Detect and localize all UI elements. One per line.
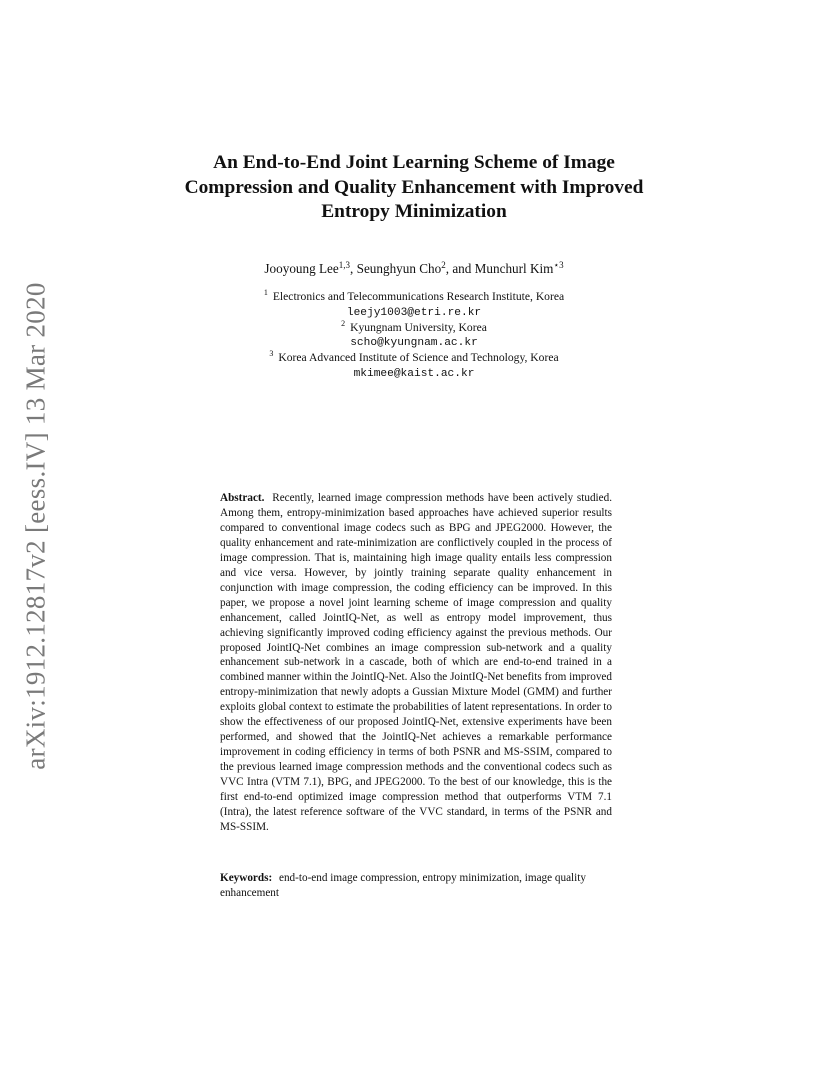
author-affil-mark: 2 [441, 260, 446, 270]
title-line: Compression and Quality Enhancement with Improved [184, 176, 644, 198]
affiliation-line [150, 318, 678, 336]
author-name: Munchurl Kim [474, 261, 554, 276]
affiliation-email-line [150, 305, 678, 321]
affiliation-line [150, 290, 678, 305]
author-separator: , [350, 261, 357, 276]
abstract-text: Recently, learned image compression methods have been actively studied. Among them, entropy-minimization based approaches have achieved superior results compared to conventional image codecs such as BPG and JPEG2000. However, the quality enhancement and rate-minimization are conflictively coupled in the process of image compression. That is, maintaining high image quality entails less compression and vice versa. However, by jointly training separate quality enhancement in conjunction with image compression, the coding efficiency can be improved. In this paper, we propose a novel joint learning scheme of image compression and quality enhancement, called JointIQ-Net, as well as entropy model improvement, thus achieving significantly improved coding efficiency against the previous methods. Our proposed JointIQ-Net combines an image compression sub-network and a quality enhancement sub-network in a cascade, both of which are end-to-end trained in a combined manner within the JointIQ-Net. Also the JointIQ-Net benefits from improved entropy-minimization that newly adopts a Gussian Mixture Model (GMM) and further exploits global context to estimate the probabilities of latent representations. In order to show the effectiveness of our proposed JointIQ-Net, extensive experiments have been performed, and showed that the JointIQ-Net achieves a remarkable performance improvement in coding efficiency in terms of both PSNR and MS-SSIM, compared to the previous learned image compression methods and the conventional codecs such as VVC Intra (VTM 7.1), BPG, and JPEG2000. To the best of our knowledge, this is the first end-to-end optimized image compression method that outperforms VTM 7.1 (Intra), the latest reference software of the VVC standard, in terms of the PSNR and MS-SSIM. [220, 492, 612, 833]
author-list [150, 261, 678, 277]
paper-title [150, 151, 678, 225]
author-affil-mark: 1,3 [338, 260, 351, 270]
title-line: Entropy Minimization [321, 201, 507, 222]
affiliation-org: Korea Advanced Institute of Science and Technology, Korea [278, 351, 559, 365]
affiliation-email-line [150, 335, 678, 351]
author-name: Jooyoung Lee [264, 261, 339, 276]
affiliation-email[interactable]: scho@kyungnam.ac.kr [350, 337, 478, 350]
keywords-label: Keywords: [220, 872, 273, 884]
keywords-text: end-to-end image compression, entropy minimization, image quality enhancement [220, 872, 586, 899]
affiliation-list [150, 290, 678, 382]
affiliation-mark: 2 [341, 318, 346, 328]
abstract-label: Abstract. [220, 492, 265, 504]
author-separator: , and [445, 261, 475, 276]
affiliation-line [150, 351, 678, 366]
keywords-section [220, 871, 612, 901]
title-line: An End-to-End Joint Learning Scheme of Image [213, 152, 615, 173]
affiliation-org: Electronics and Telecommunications Research Institute, Korea [272, 290, 565, 303]
affiliation-email[interactable]: leejy1003@etri.re.kr [346, 306, 482, 319]
abstract-section [220, 491, 612, 835]
affiliation-org: Kyungnam University, Korea [350, 320, 487, 334]
affiliation-mark: 1 [263, 288, 268, 297]
author-affil-mark: ⋆3 [553, 260, 564, 270]
affiliation-email[interactable]: mkimee@kaist.ac.kr [353, 367, 475, 380]
author-name: Seunghyun Cho [356, 261, 442, 276]
affiliation-email-line [150, 366, 678, 382]
affiliation-mark: 3 [269, 349, 274, 359]
arxiv-side-stamp: arXiv:1912.12817v2 [eess.IV] 13 Mar 2020 [20, 282, 51, 770]
